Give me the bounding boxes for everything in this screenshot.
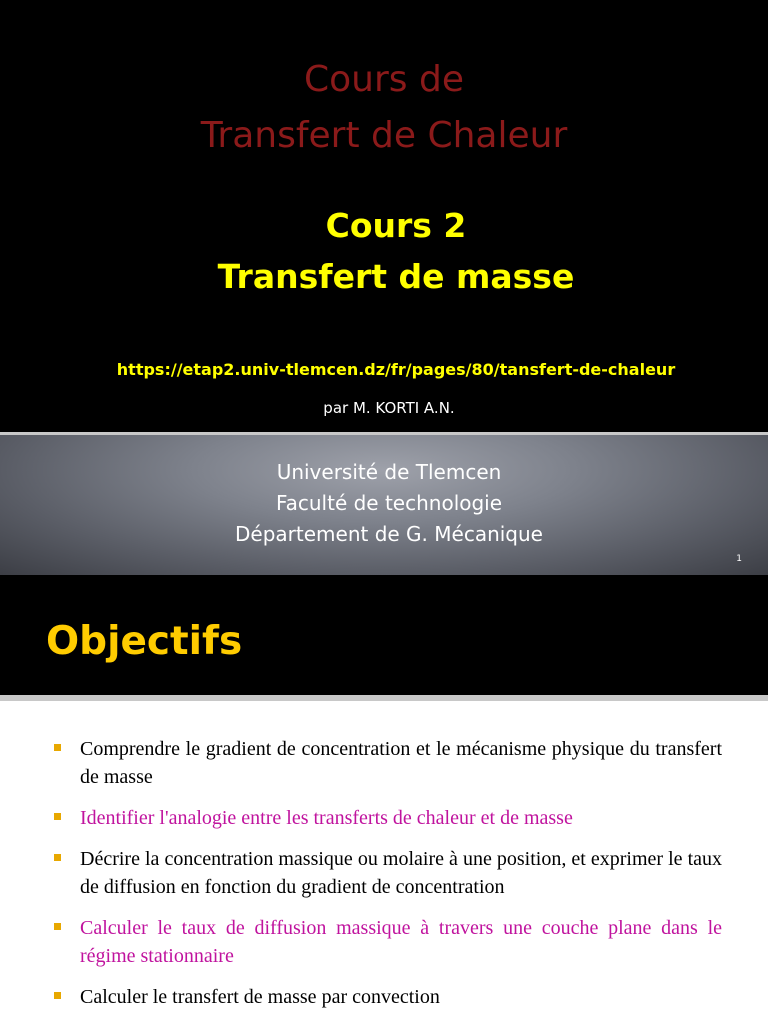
list-item bbox=[54, 983, 722, 1011]
course-url-link[interactable]: https://etap2.univ-tlemcen.dz/fr/pages/80/tansfert-de-chaleur bbox=[116, 360, 676, 379]
objectives-header bbox=[0, 575, 768, 695]
page-number: 1 bbox=[736, 554, 742, 564]
course-title-line1: Cours de bbox=[304, 59, 464, 100]
bullet-square-icon bbox=[54, 923, 61, 930]
list-item bbox=[54, 735, 722, 791]
faculty-name: Faculté de technologie bbox=[275, 491, 503, 515]
lesson-number: Cours 2 bbox=[325, 206, 467, 245]
bullet-text: Décrire la concentration massique ou molaire à une position, et exprimer le taux de diffusion en fonction du gradient de concentration bbox=[80, 848, 722, 898]
list-item bbox=[54, 914, 722, 970]
bullet-text: Calculer le transfert de masse par convection bbox=[80, 986, 440, 1008]
objectives-title: Objectifs bbox=[46, 619, 243, 664]
list-item bbox=[54, 845, 722, 901]
bullet-square-icon bbox=[54, 992, 61, 999]
objectives-content bbox=[0, 701, 768, 1024]
bullet-text: Identifier l'analogie entre les transferts de chaleur et de masse bbox=[80, 807, 573, 829]
course-title-line2: Transfert de Chaleur bbox=[200, 115, 568, 156]
bullet-square-icon bbox=[54, 854, 61, 861]
bullet-square-icon bbox=[54, 813, 61, 820]
lesson-title: Transfert de masse bbox=[217, 257, 575, 296]
author-text: par M. KORTI A.N. bbox=[323, 399, 455, 417]
department-name: Département de G. Mécanique bbox=[235, 522, 543, 546]
bullet-text: Calculer le taux de diffusion massique à travers une couche plane dans le régime stationnaire bbox=[80, 917, 722, 967]
objectives-list bbox=[54, 735, 722, 1024]
university-band bbox=[0, 432, 768, 575]
university-name: Université de Tlemcen bbox=[276, 460, 502, 484]
bullet-square-icon bbox=[54, 744, 61, 751]
bullet-text: Comprendre le gradient de concentration et le mécanisme physique du transfert de masse bbox=[80, 738, 722, 788]
title-slide bbox=[0, 0, 768, 432]
list-item bbox=[54, 804, 722, 832]
